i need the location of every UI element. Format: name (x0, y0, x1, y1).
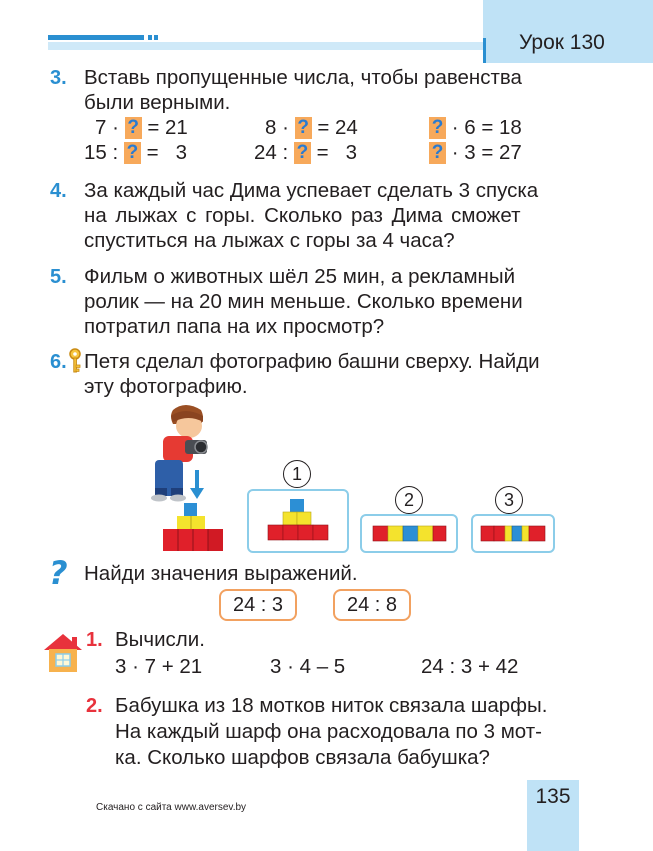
task-5-line3: потратил папа на их просмотр? (84, 315, 385, 338)
task-5-line2: ролик — на 20 мин меньше. Сколько времени (84, 290, 523, 313)
task-5-line1: Фильм о животных шёл 25 мин, а рекламный (84, 265, 516, 288)
key-icon (68, 348, 82, 374)
header-underline (48, 42, 488, 50)
missing-number-box[interactable]: ? (124, 142, 141, 164)
homework-2-line1: Бабушка из 18 мотков ниток связала шарфы. (115, 694, 548, 717)
task-6-number: 6. (50, 351, 67, 373)
photo-option-1[interactable] (247, 489, 349, 553)
extra-task-text: Найди значения выражений. (84, 562, 358, 585)
house-icon (42, 632, 84, 674)
header-line (48, 35, 158, 40)
page-number: 135 (535, 785, 571, 808)
homework-1-number: 1. (86, 629, 103, 651)
task-4-line3: спуститься на лыжах с горы за 4 часа? (84, 229, 455, 252)
homework-expr-3: 24 : 3 + 42 (421, 655, 519, 678)
svg-text:?: ? (49, 556, 68, 590)
missing-number-box[interactable]: ? (294, 142, 311, 164)
homework-1-text: Вычисли. (115, 628, 205, 651)
missing-number-box[interactable]: ? (295, 117, 312, 139)
task-6-line2: эту фотографию. (84, 375, 248, 398)
equation-5: 24 : ? = 3 (254, 141, 358, 164)
lesson-tab-bar (483, 38, 486, 63)
boy-photographer-illustration (145, 402, 225, 502)
homework-2-line3: ка. Сколько шарфов связала бабушка? (115, 746, 490, 769)
task-4-line1: За каждый час Дима успевает сделать 3 спуска (84, 179, 539, 202)
down-arrow-icon (190, 470, 204, 500)
homework-expr-1: 3 · 7 + 21 (115, 655, 203, 678)
task-3-text-line2: были верными. (84, 91, 231, 114)
lesson-title: Урок 130 (519, 31, 605, 54)
question-mark-icon (46, 556, 74, 590)
photo-option-3[interactable] (471, 514, 555, 553)
expression-box-2: 24 : 8 (333, 589, 411, 621)
option-3-label: 3 (495, 486, 523, 514)
option-1-label: 1 (283, 460, 311, 488)
equation-1: 7 · ? = 21 (95, 116, 188, 139)
task-4-number: 4. (50, 180, 67, 202)
homework-expr-2: 3 · 4 – 5 (270, 655, 346, 678)
task-3-text-line1: Вставь пропущенные числа, чтобы равенства (84, 66, 522, 89)
option-2-label: 2 (395, 486, 423, 514)
equation-3: ? · 6 = 18 (429, 116, 522, 140)
expression-box-1: 24 : 3 (219, 589, 297, 621)
tower-illustration (163, 503, 225, 553)
task-5-number: 5. (50, 266, 67, 288)
source-note: Скачано с сайта www.aversev.by (96, 802, 247, 813)
equation-6: ? · 3 = 27 (429, 141, 522, 165)
task-3-number: 3. (50, 67, 67, 89)
missing-number-box[interactable]: ? (429, 142, 446, 164)
photo-option-2[interactable] (360, 514, 458, 553)
missing-number-box[interactable]: ? (125, 117, 142, 139)
homework-2-line2: На каждый шарф она расходовала по 3 мот- (115, 720, 542, 743)
task-6-line1: Петя сделал фотографию башни сверху. Найди (84, 350, 540, 373)
equation-2: 8 · ? = 24 (265, 116, 358, 139)
missing-number-box[interactable]: ? (429, 117, 446, 139)
homework-2-number: 2. (86, 695, 103, 717)
task-4-line2: на лыжах с горы. Сколько раз Дима сможет (84, 204, 521, 227)
equation-4: 15 : ? = 3 (84, 141, 188, 164)
